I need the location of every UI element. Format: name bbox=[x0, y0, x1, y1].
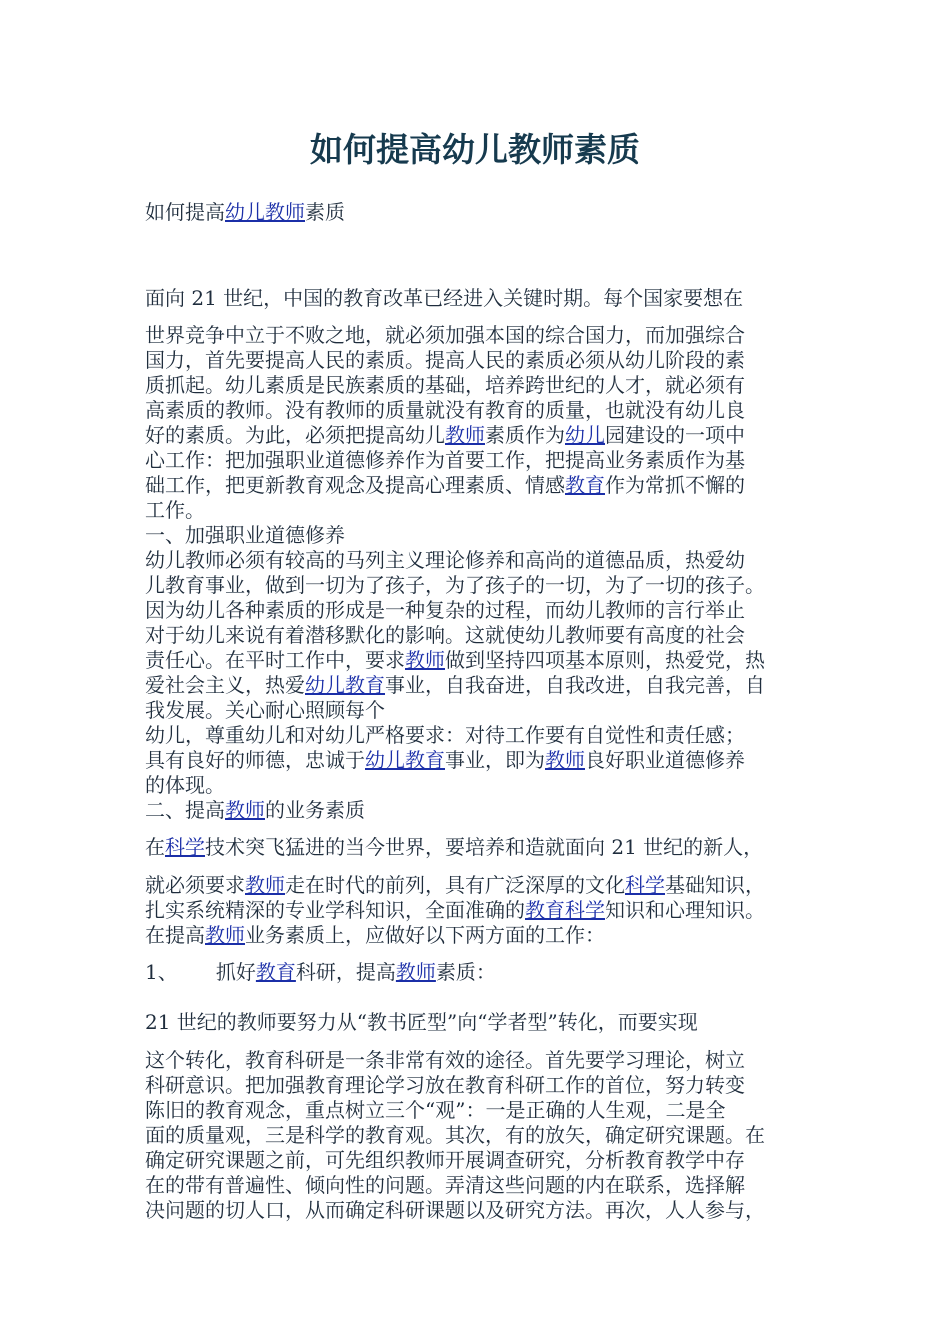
hyperlink[interactable]: 幼儿教师 bbox=[225, 200, 305, 224]
text-segment: 具有良好的师德，忠诚于 bbox=[145, 748, 365, 772]
text-line bbox=[145, 1010, 698, 1035]
text-segment: 对于幼儿来说有着潜移默化的影响。这就使幼儿教师要有高度的社会 bbox=[145, 623, 745, 647]
text-line bbox=[145, 673, 765, 698]
hyperlink[interactable]: 教师 bbox=[205, 923, 245, 947]
text-segment: 良好职业道德修养 bbox=[585, 748, 745, 772]
text-segment: 基础知识， bbox=[665, 873, 765, 897]
text-segment: 如何提高 bbox=[145, 200, 225, 224]
text-segment: 幼儿，尊重幼儿和对幼儿严格要求：对待工作要有自觉性和责任感； bbox=[145, 723, 745, 747]
text-line bbox=[145, 373, 745, 398]
text-segment: 爱社会主义，热爱 bbox=[145, 673, 305, 697]
text-line bbox=[145, 923, 605, 948]
text-line bbox=[145, 473, 745, 498]
text-segment: 决问题的切人口，从而确定科研课题以及研究方法。再次，人人参与， bbox=[145, 1198, 765, 1222]
text-line bbox=[145, 1123, 765, 1148]
text-line bbox=[145, 598, 745, 623]
text-segment: 科研，提高 bbox=[295, 960, 396, 984]
text-segment: 就必须要求 bbox=[145, 873, 245, 897]
text-segment: 素质： bbox=[435, 960, 496, 984]
text-line bbox=[145, 623, 745, 648]
text-line bbox=[145, 798, 365, 823]
text-segment: 高素质的教师。没有教师的质量就没有教育的质量，也就没有幼儿良 bbox=[145, 398, 745, 422]
text-segment: 1、 bbox=[145, 960, 178, 984]
text-line bbox=[145, 773, 225, 798]
text-segment: 面向 21 世纪，中国的教育改革已经进入关键时期。每个国家要想在 bbox=[145, 286, 744, 310]
text-segment: 作为常抓不懈的 bbox=[605, 473, 745, 497]
text-line bbox=[145, 1173, 745, 1198]
text-line bbox=[145, 286, 743, 311]
text-segment: 质抓起。幼儿素质是民族素质的基础，培养跨世纪的人才，就必须有 bbox=[145, 373, 745, 397]
text-line bbox=[145, 523, 345, 548]
text-line bbox=[145, 1098, 725, 1123]
text-segment: 的业务素质 bbox=[265, 798, 365, 822]
text-line bbox=[145, 398, 745, 423]
hyperlink[interactable]: 教育 bbox=[565, 473, 605, 497]
hyperlink[interactable]: 教育 bbox=[255, 960, 296, 984]
text-line bbox=[145, 873, 765, 898]
text-segment: 心工作：把加强职业道德修养作为首要工作，把提高业务素质作为基 bbox=[145, 448, 745, 472]
text-segment: 因为幼儿各种素质的形成是一种复杂的过程，而幼儿教师的言行举止 bbox=[145, 598, 745, 622]
document-title: 如何提高幼儿教师素质 bbox=[310, 130, 640, 169]
text-segment: 国力，首先要提高人民的素质。提高人民的素质必须从幼儿阶段的素 bbox=[145, 348, 745, 372]
text-segment: 素质 bbox=[305, 200, 345, 224]
text-line bbox=[145, 1198, 765, 1223]
text-segment: 儿教育事业，做到一切为了孩子，为了孩子的一切，为了一切的孩子。 bbox=[145, 573, 765, 597]
text-segment: 好的素质。为此，必须把提高幼儿 bbox=[145, 423, 445, 447]
text-line bbox=[145, 1073, 745, 1098]
text-line bbox=[145, 748, 745, 773]
hyperlink[interactable]: 幼儿 bbox=[565, 423, 605, 447]
text-segment: 抓好 bbox=[177, 960, 256, 984]
text-line bbox=[145, 723, 745, 748]
text-line bbox=[145, 573, 765, 598]
text-segment: 走在时代的前列，具有广泛深厚的文化 bbox=[285, 873, 625, 897]
hyperlink[interactable]: 教师 bbox=[445, 423, 485, 447]
hyperlink[interactable]: 教师 bbox=[405, 648, 445, 672]
text-segment: 做到坚持四项基本原则，热爱党，热 bbox=[445, 648, 765, 672]
text-line bbox=[145, 423, 745, 448]
hyperlink[interactable]: 教师 bbox=[395, 960, 436, 984]
text-segment: 在 bbox=[145, 835, 165, 859]
text-segment: 世界竞争中立于不败之地，就必须加强本国的综合国力，而加强综合 bbox=[145, 323, 745, 347]
text-segment: 21 世纪的教师要努力从“教书匠型”向“学者型”转化，而要实现 bbox=[145, 1010, 698, 1034]
hyperlink[interactable]: 教育科学 bbox=[525, 898, 605, 922]
text-segment: 知识和心理知识。 bbox=[605, 898, 765, 922]
text-segment: 业务素质上，应做好以下两方面的工作： bbox=[245, 923, 605, 947]
hyperlink[interactable]: 幼儿教育 bbox=[365, 748, 445, 772]
text-line bbox=[145, 835, 763, 860]
text-segment: 技术突飞猛进的当今世界，要培养和造就面向 21 世纪的新人， bbox=[205, 835, 764, 859]
text-line bbox=[145, 548, 745, 573]
text-segment: 我发展。关心耐心照顾每个 bbox=[145, 698, 385, 722]
text-segment: 工作。 bbox=[145, 498, 205, 522]
text-segment: 园建设的一项中 bbox=[605, 423, 745, 447]
hyperlink[interactable]: 科学 bbox=[165, 835, 205, 859]
text-segment: 责任心。在平时工作中，要求 bbox=[145, 648, 405, 672]
hyperlink[interactable]: 幼儿教育 bbox=[305, 673, 385, 697]
text-segment: 科研意识。把加强教育理论学习放在教育科研工作的首位，努力转变 bbox=[145, 1073, 745, 1097]
text-line bbox=[145, 200, 345, 225]
text-line bbox=[145, 960, 496, 985]
text-line bbox=[145, 648, 765, 673]
hyperlink[interactable]: 科学 bbox=[625, 873, 665, 897]
text-segment: 二、提高 bbox=[145, 798, 225, 822]
text-segment: 一、加强职业道德修养 bbox=[145, 523, 345, 547]
text-segment: 幼儿教师必须有较高的马列主义理论修养和高尚的道德品质，热爱幼 bbox=[145, 548, 745, 572]
text-segment: 陈旧的教育观念，重点树立三个“观”：一是正确的人生观，二是全 bbox=[145, 1098, 726, 1122]
hyperlink[interactable]: 教师 bbox=[545, 748, 585, 772]
text-segment: 确定研究课题之前，可先组织教师开展调查研究，分析教育教学中存 bbox=[145, 1148, 745, 1172]
text-line bbox=[145, 348, 745, 373]
text-segment: 在提高 bbox=[145, 923, 205, 947]
text-line bbox=[145, 1048, 745, 1073]
text-segment: 在的带有普遍性、倾向性的问题。弄清这些问题的内在联系，选择解 bbox=[145, 1173, 745, 1197]
hyperlink[interactable]: 教师 bbox=[245, 873, 285, 897]
text-line bbox=[145, 698, 385, 723]
text-segment: 扎实系统精深的专业学科知识，全面准确的 bbox=[145, 898, 525, 922]
text-segment: 础工作，把更新教育观念及提高心理素质、情感 bbox=[145, 473, 565, 497]
text-segment: 事业，自我奋进，自我改进，自我完善，自 bbox=[385, 673, 765, 697]
text-line bbox=[145, 1148, 745, 1173]
text-line bbox=[145, 898, 765, 923]
text-segment: 事业，即为 bbox=[445, 748, 545, 772]
hyperlink[interactable]: 教师 bbox=[225, 798, 265, 822]
text-segment: 面的质量观，三是科学的教育观。其次，有的放矢，确定研究课题。在 bbox=[145, 1123, 765, 1147]
text-line bbox=[145, 323, 745, 348]
text-line bbox=[145, 448, 745, 473]
text-line bbox=[145, 498, 205, 523]
text-segment: 这个转化，教育科研是一条非常有效的途径。首先要学习理论，树立 bbox=[145, 1048, 745, 1072]
text-segment: 的体现。 bbox=[145, 773, 225, 797]
text-segment: 素质作为 bbox=[485, 423, 565, 447]
